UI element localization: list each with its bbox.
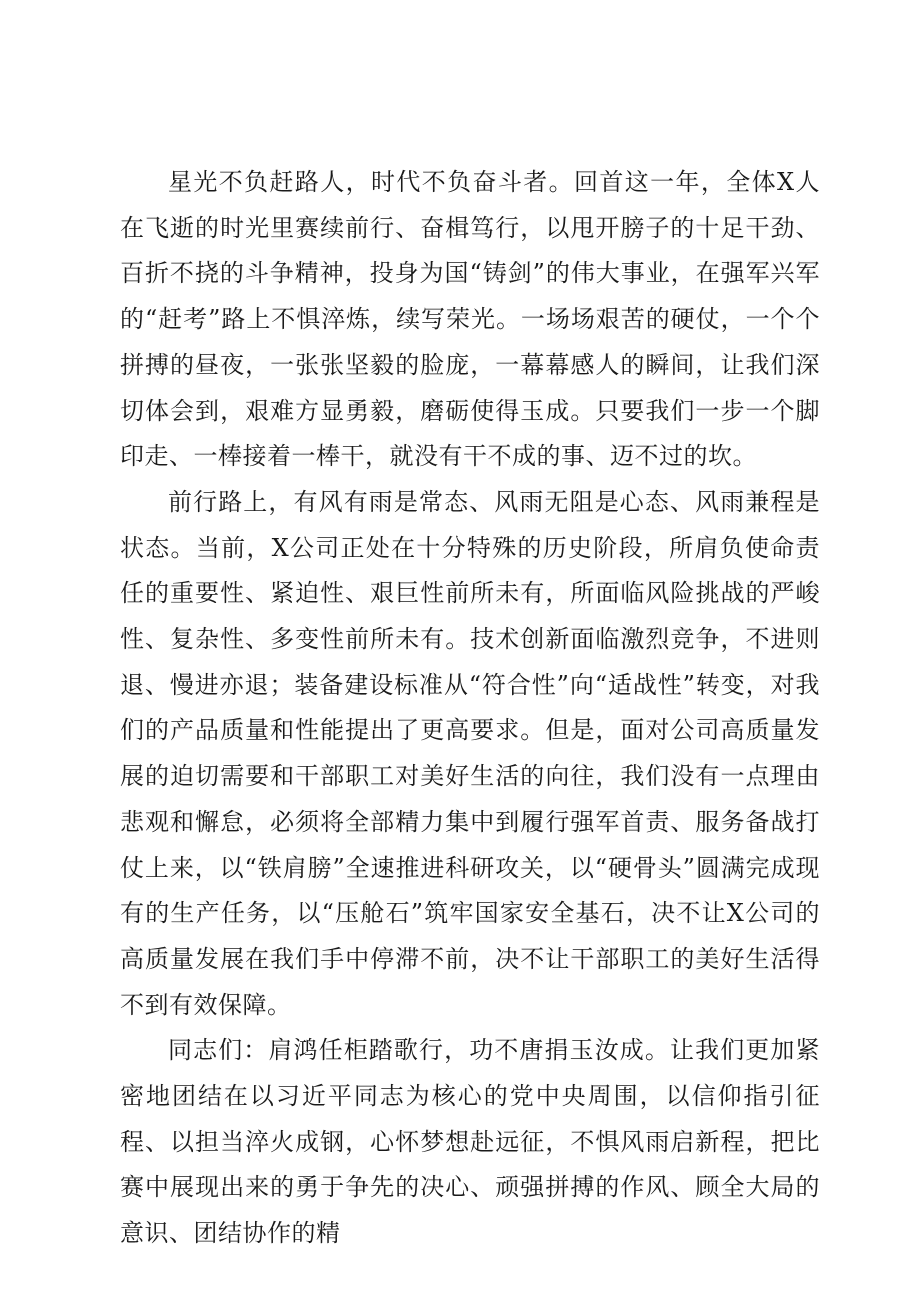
paragraph-2: 前行路上，有风有雨是常态、风雨无阻是心态、风雨兼程是状态。当前，X公司正处在十分特殊的历史阶段，所肩负使命责任的重要性、紧迫性、艰巨性前所未有，所面临风险挑战的严峻性、复杂性、多变性前所未有。技术创新面临激烈竞争，不进则退、慢进亦退；装备建设标准从“符合性”向“适战性”转变，对我们的产品质量和性能提出了更高要求。但是，面对公司高质量发展的迫切需要和干部职工对美好生活的向往，我们没有一点理由悲观和懈怠，必须将全部精力集中到履行强军首责、服务备战打仗上来，以“铁肩膀”全速推进科研攻关，以“硬骨头”圆满完成现有的生产任务，以“压舱石”筑牢国家安全基石，决不让X公司的高质量发展在我们手中停滞不前，决不让干部职工的美好生活得不到有效保障。 [120,487,820,1019]
paragraph-1: 星光不负赶路人，时代不负奋斗者。回首这一年，全体X人在飞逝的时光里赛续前行、奋楫笃行，以甩开膀子的十足干劲、百折不挠的斗争精神，投身为国“铸剑”的伟大事业，在强军兴军的“赶考”路上不惧淬炼，续写荣光。一场场艰苦的硬仗，一个个拼搏的昼夜，一张张坚毅的脸庞，一幕幕感人的瞬间，让我们深切体会到，艰难方显勇毅，磨砺使得玉成。只要我们一步一个脚印走、一棒接着一棒干，就没有干不成的事、迈不过的坎。 [120,168,820,471]
document-body [120,160,820,1257]
paragraph-3: 同志们：肩鸿任柜踏歌行，功不唐捐玉汝成。让我们更加紧密地团结在以习近平同志为核心的党中央周围，以信仰指引征程、以担当淬火成钢，心怀梦想赴远征，不惧风雨启新程，把比赛中展现出来的勇于争先的决心、顽强拼搏的作风、顾全大局的意识、团结协作的精 [120,1036,820,1248]
